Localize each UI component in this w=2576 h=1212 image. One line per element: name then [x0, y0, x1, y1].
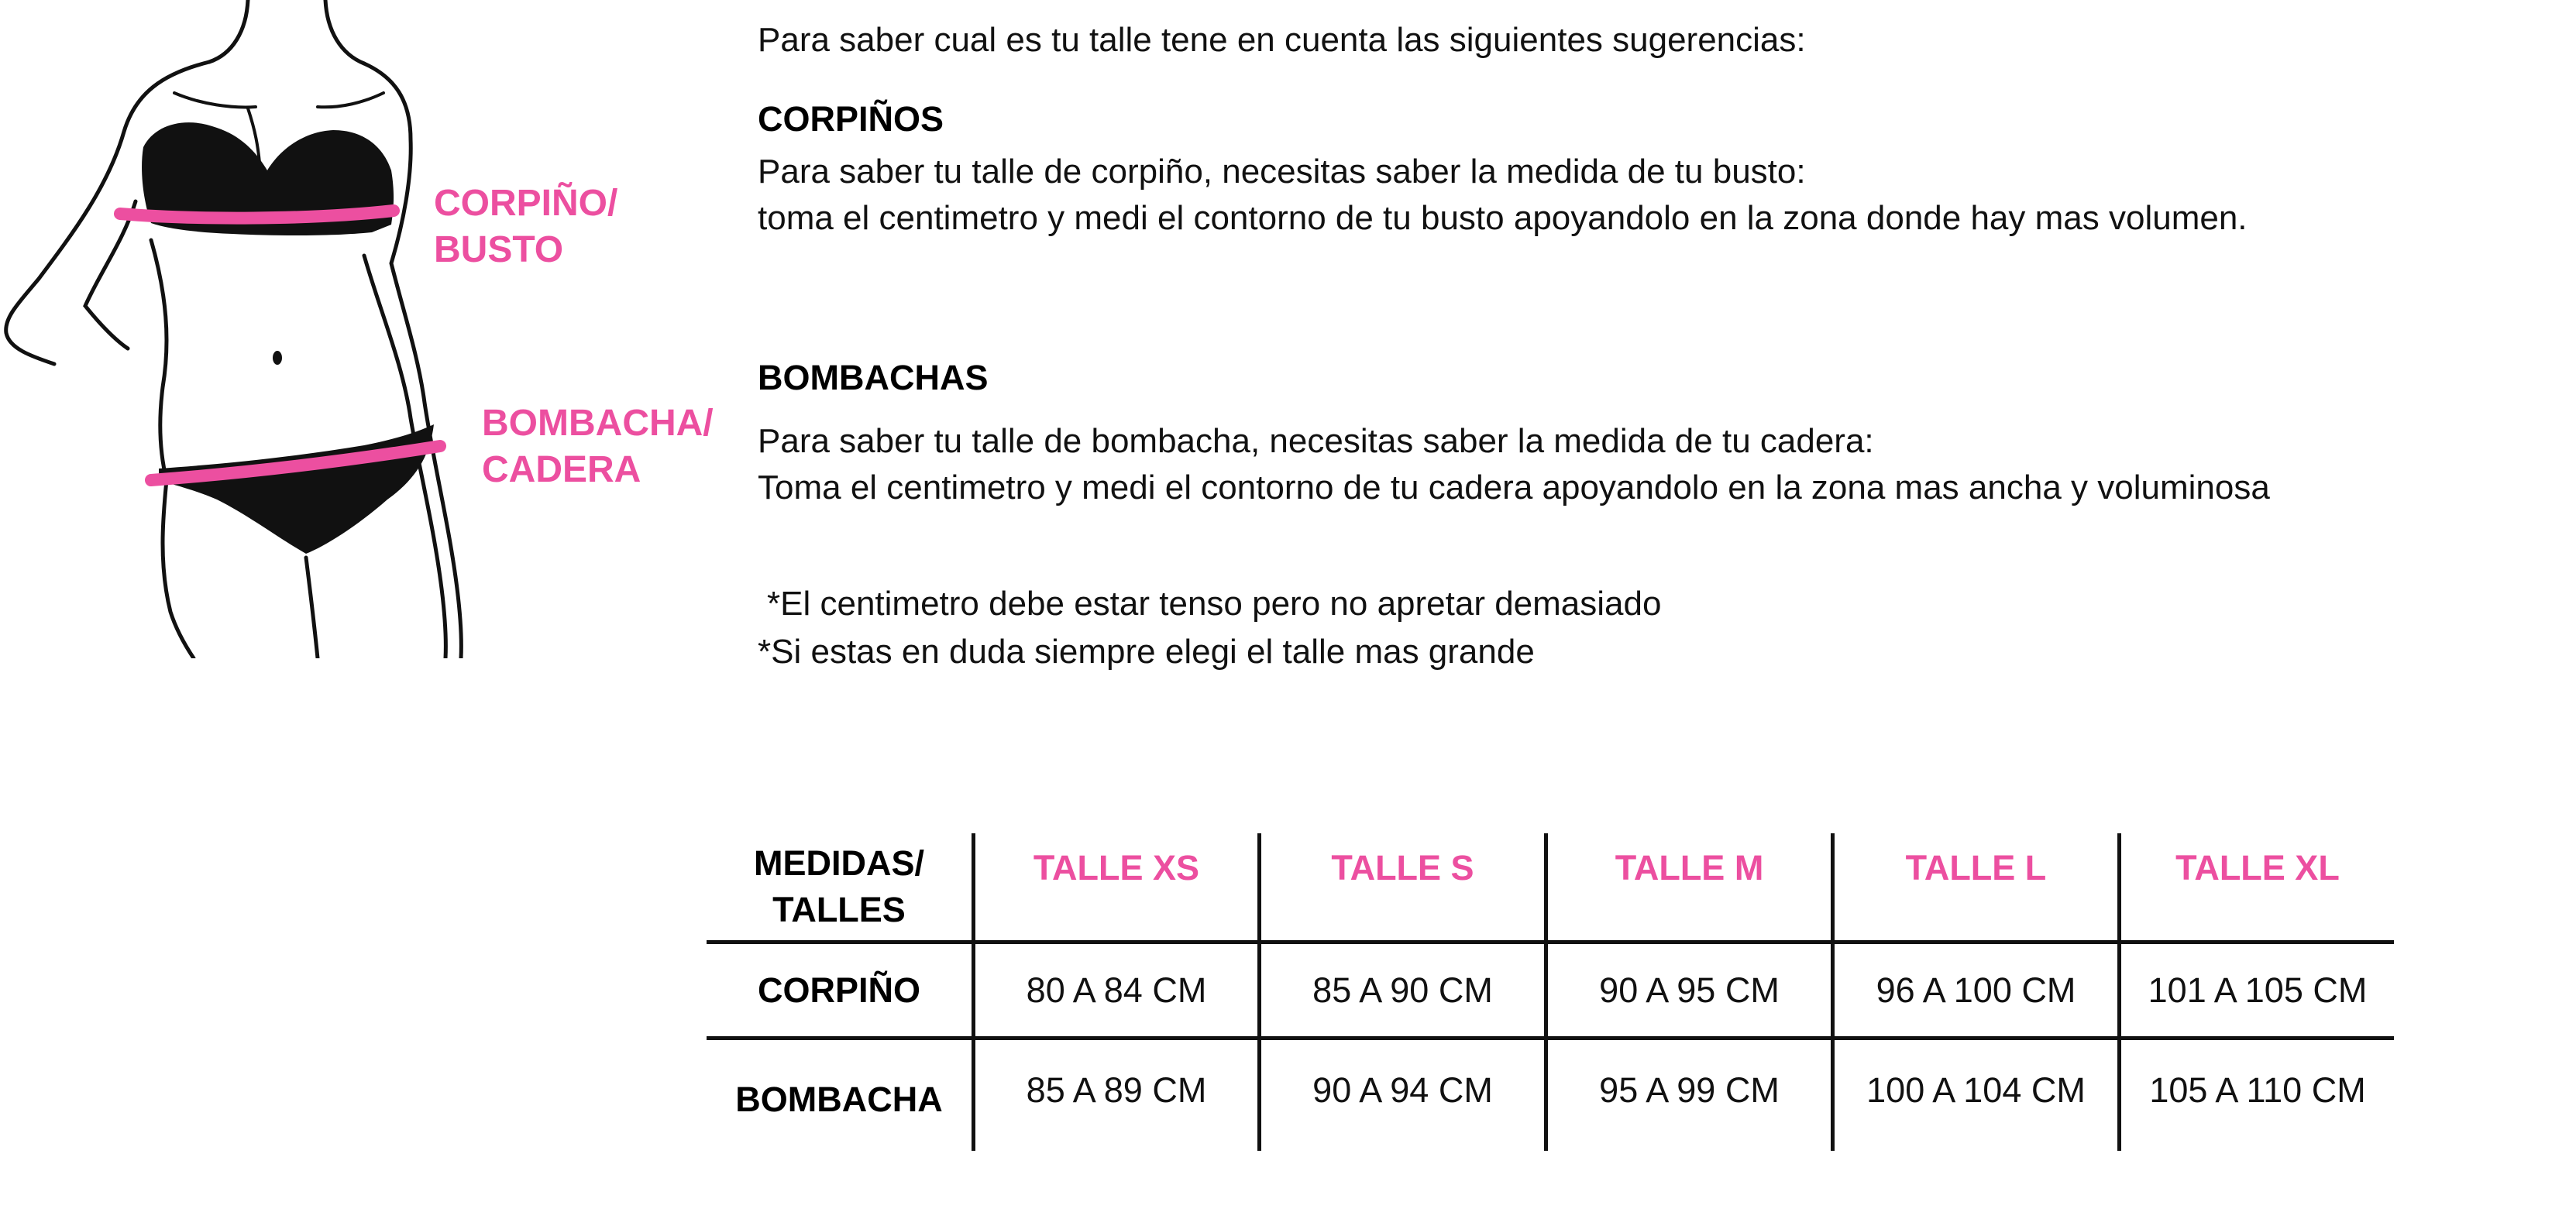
header-talle-s: TALLE S: [1331, 848, 1474, 888]
bombachas-title: BOMBACHAS: [758, 358, 989, 397]
corner-header-line2: TALLES: [772, 890, 906, 929]
table-cell: 85 A 90 CM: [1312, 970, 1493, 1010]
bombachas-line1: Para saber tu talle de bombacha, necesitas saber la medida de tu cadera:: [758, 422, 1874, 460]
table-cell: 85 A 89 CM: [1026, 1070, 1207, 1110]
corner-header-line1: MEDIDAS/: [753, 843, 924, 883]
body-measurement-figure: [0, 0, 744, 658]
table-cell: 101 A 105 CM: [2148, 970, 2368, 1010]
hip-label-line1: BOMBACHA/: [482, 403, 714, 444]
table-corner-header: [707, 833, 972, 940]
table-cell: 80 A 84 CM: [1026, 970, 1207, 1010]
row-label-corpino: CORPIÑO: [757, 970, 920, 1010]
table-cell: 100 A 104 CM: [1866, 1070, 2086, 1110]
note-size-up: *Si estas en duda siempre elegi el talle mas grande: [758, 633, 1535, 671]
corpinos-line2: toma el centimetro y medi el contorno de tu busto apoyandolo en la zona donde hay mas volumen.: [758, 199, 2248, 237]
header-talle-m: TALLE M: [1615, 848, 1764, 888]
table-cell: 90 A 94 CM: [1312, 1070, 1493, 1110]
size-table: [707, 833, 2394, 1151]
corpinos-title: CORPIÑOS: [758, 99, 944, 139]
corpinos-line1: Para saber tu talle de corpiño, necesitas saber la medida de tu busto:: [758, 153, 1806, 191]
table-cell: 96 A 100 CM: [1876, 970, 2076, 1010]
header-talle-l: TALLE L: [1905, 848, 2047, 888]
bust-label-line2: BUSTO: [434, 229, 564, 270]
row-label-bombacha: BOMBACHA: [735, 1079, 943, 1119]
header-talle-xs: TALLE XS: [1033, 848, 1200, 888]
table-cell: 105 A 110 CM: [2149, 1070, 2366, 1110]
header-talle-xl: TALLE XL: [2175, 848, 2340, 888]
bust-label-line1: CORPIÑO/: [434, 183, 618, 224]
female-silhouette-measurement-icon: [0, 0, 744, 658]
table-cell: 90 A 95 CM: [1599, 970, 1780, 1010]
hip-label-line2: CADERA: [482, 449, 641, 490]
table-cell: 95 A 99 CM: [1599, 1070, 1780, 1110]
intro-text: Para saber cual es tu talle tene en cuenta las siguientes sugerencias:: [758, 21, 1806, 59]
bombachas-line2: Toma el centimetro y medi el contorno de tu cadera apoyandolo en la zona mas ancha y voluminosa: [758, 469, 2270, 506]
note-tension: *El centimetro debe estar tenso pero no apretar demasiado: [767, 585, 1662, 623]
